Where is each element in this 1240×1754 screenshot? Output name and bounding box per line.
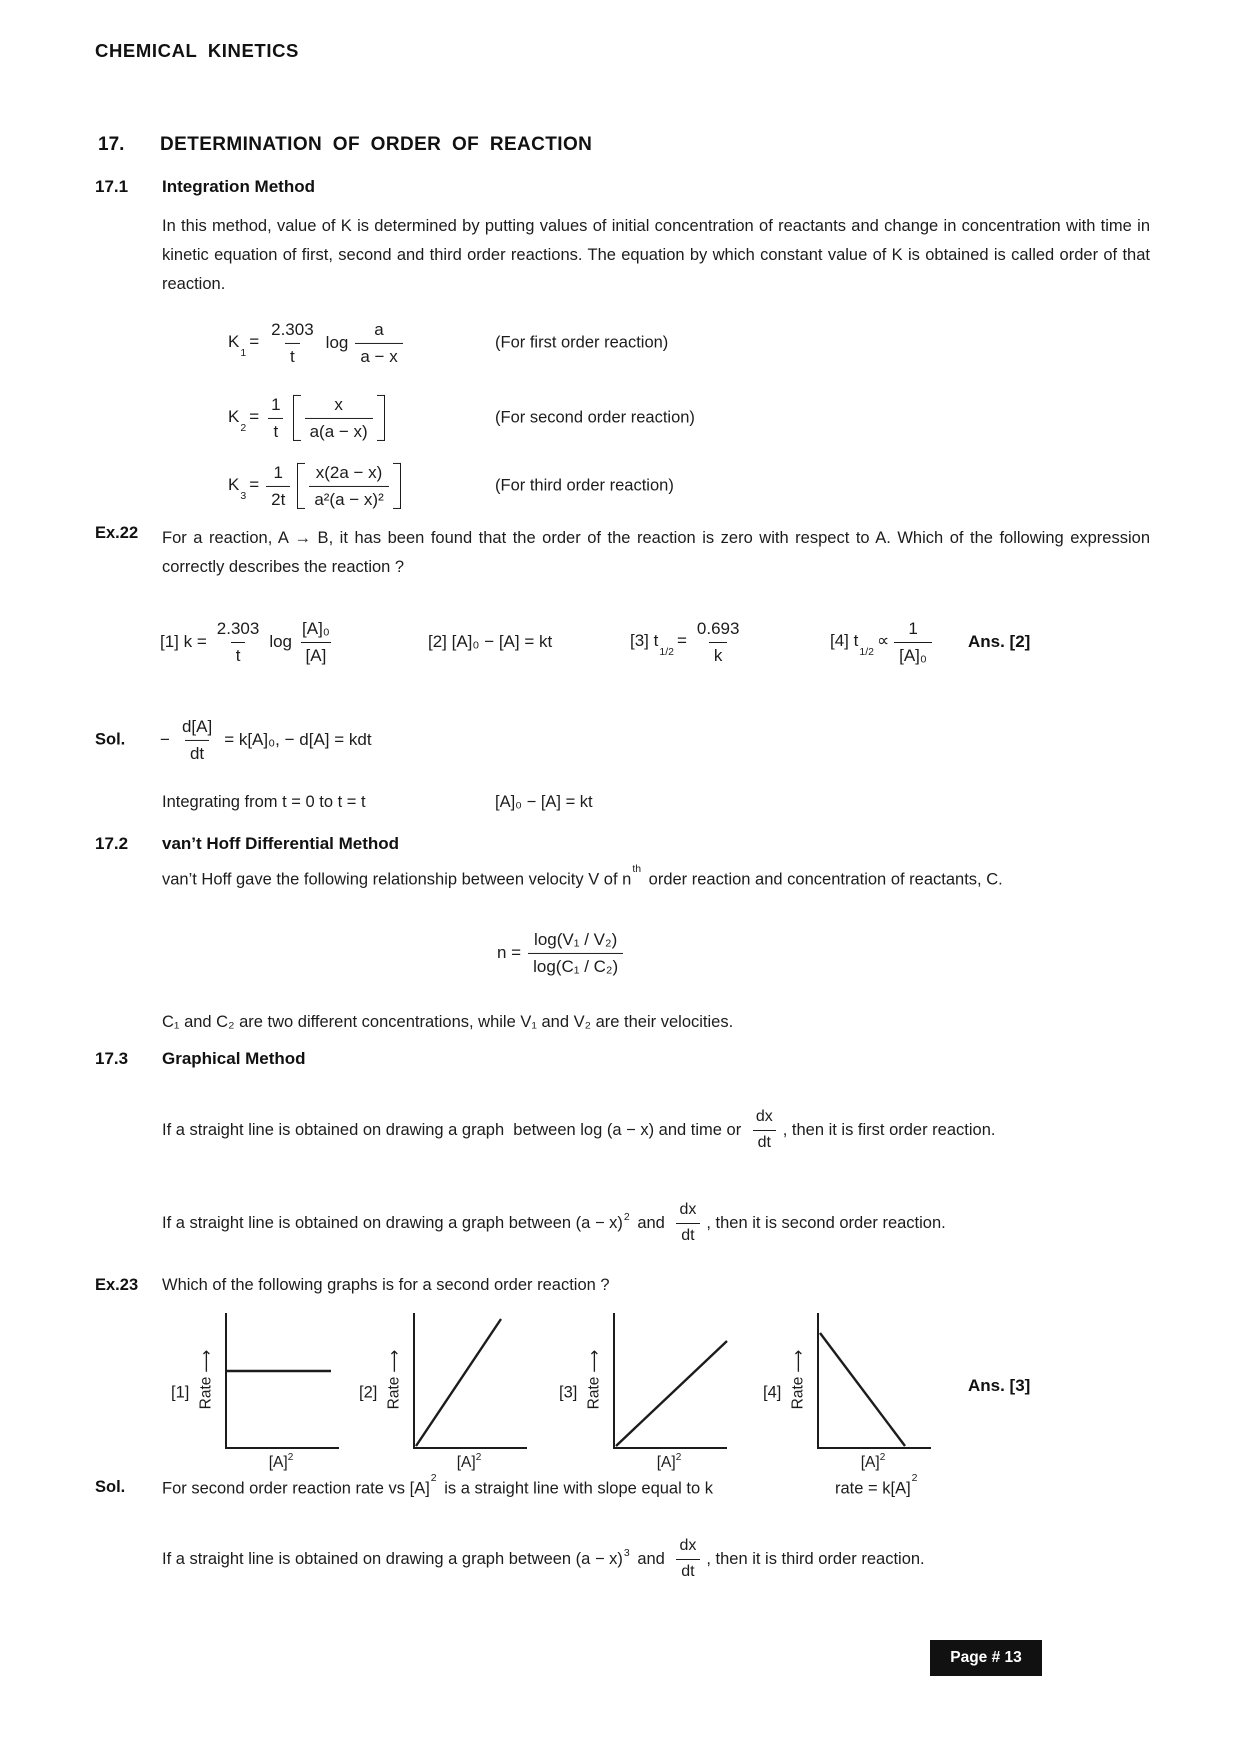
x-axis-label: $[A]^2$ bbox=[456, 1452, 482, 1472]
up-arrow-icon: ⟶ bbox=[790, 1350, 807, 1373]
fraction: $\frac{1}{t}$ bbox=[266, 395, 285, 441]
graph-plot bbox=[385, 1313, 527, 1449]
subsection-title: Integration Method bbox=[162, 177, 315, 196]
fraction: $\frac{2.303}{t}$ bbox=[271, 319, 314, 366]
second-order-graph-sentence: If a straight line is obtained on drawing a graph between (a − x) $^2$ and $\frac{dx}{dt}$ , then it is second order reaction. bbox=[162, 1201, 946, 1244]
subsection-number: 17.1 bbox=[95, 177, 129, 196]
equals-sign: = bbox=[249, 406, 260, 426]
integration-result: [A]₀ − [A] = kt bbox=[495, 793, 593, 811]
vant-hoff-paragraph: van’t Hoff gave the following relationship between velocity V of $n^{th}$ order reaction and concentration of reactants, C. bbox=[162, 863, 1003, 889]
third-order-graph-sentence: If a straight line is obtained on drawing a graph between (a − x) $^3$ and $\frac{dx}{dt}$ , then it is third order reaction. bbox=[162, 1537, 925, 1580]
example-22-solution bbox=[0, 706, 1240, 774]
fraction: $\frac{0.693}{k}$ bbox=[696, 618, 740, 665]
dx-dt-fraction: $\frac{dx}{dt}$ bbox=[674, 1201, 701, 1245]
right-bracket bbox=[377, 395, 385, 441]
eq-lhs bbox=[228, 331, 260, 360]
left-bracket bbox=[293, 395, 301, 441]
graph-line-svg bbox=[415, 1313, 527, 1447]
superscript-2: 2 bbox=[623, 1211, 630, 1223]
concentrations-note: C₁ and C₂ are two different concentrations, while V₁ and V₂ are their velocities. bbox=[162, 1013, 734, 1031]
graph-option-3 bbox=[559, 1313, 725, 1472]
y-axis-label: Rate ⟶ bbox=[789, 1350, 807, 1410]
graph-line-svg bbox=[227, 1313, 339, 1447]
integration-method-paragraph: In this method, value of K is determined by putting values of initial concentration of reactants and change in concentration with time in kinetic equation of first, second and third order reactions. The equation by which constant value of K is obtained is called order of that reaction. bbox=[162, 217, 1150, 293]
graph-option-label: [4] bbox=[763, 1383, 782, 1402]
data-line bbox=[820, 1333, 905, 1446]
answer-badge: Ans. [2] bbox=[968, 632, 1031, 651]
rate-equation: rate = $k[A]^2$ bbox=[835, 1472, 918, 1498]
eq-lhs bbox=[228, 406, 260, 435]
answer-badge: Ans. [3] bbox=[968, 1376, 1031, 1395]
solution-label: Sol. bbox=[95, 730, 126, 749]
graph-option-4 bbox=[763, 1313, 929, 1472]
up-arrow-icon: ⟶ bbox=[198, 1350, 215, 1373]
example-question: Which of the following graphs is for a second order reaction ? bbox=[162, 1276, 610, 1294]
vant-hoff-equation bbox=[0, 921, 1240, 985]
option-4 bbox=[830, 604, 932, 680]
fraction: $\frac{x}{a(a - x)}$ bbox=[305, 395, 373, 441]
equation-note: (For third order reaction) bbox=[495, 476, 674, 495]
y-axis-label: Rate ⟶ bbox=[197, 1350, 215, 1410]
x-axis-label: $[A]^2$ bbox=[268, 1452, 294, 1472]
eq-symbol-sub: 3 bbox=[240, 490, 247, 503]
page-number-footer: Page # 13 bbox=[930, 1640, 1042, 1676]
log-operator: log bbox=[269, 632, 293, 651]
graph-plot bbox=[197, 1313, 339, 1449]
subsection-title: van’t Hoff Differential Method bbox=[162, 834, 400, 853]
graph-option-2 bbox=[359, 1313, 525, 1472]
fraction: $\frac{x(2a - x)}{\text{a²(a − x)²}}$ bbox=[309, 463, 388, 509]
dx-dt-fraction: $\frac{dx}{dt}$ bbox=[751, 1108, 778, 1152]
option-tag: [4] $t_{1/2}\propto$ bbox=[830, 630, 890, 659]
section-title: DETERMINATION OF ORDER OF REACTION bbox=[160, 134, 593, 155]
equals-sign: = bbox=[249, 331, 260, 351]
section-number: 17. bbox=[98, 134, 125, 155]
equation-third-order bbox=[0, 447, 1240, 525]
fraction: $\frac{\text{[A]₀}}{[A]}$ bbox=[302, 618, 330, 665]
option-2: [2] [A]₀ − [A] = kt bbox=[428, 632, 553, 651]
subsection-title: Graphical Method bbox=[162, 1049, 306, 1068]
first-order-graph-sentence: If a straight line is obtained on drawing a graph between log (a − x) and time or $\frac{dx}{dt}$ , then it is first order reaction. bbox=[162, 1108, 996, 1151]
subsection-number: 17.3 bbox=[95, 1049, 129, 1068]
minus-sign: − bbox=[160, 730, 170, 749]
y-axis-label: Rate ⟶ bbox=[385, 1350, 403, 1410]
eq-symbol: K bbox=[228, 406, 240, 426]
graph-option-1 bbox=[171, 1313, 337, 1472]
fraction: $\frac{d[A]}{dt}$ bbox=[181, 716, 213, 763]
graph-plot bbox=[585, 1313, 727, 1449]
superscript-3: 3 bbox=[623, 1547, 630, 1559]
graph-line-svg bbox=[615, 1313, 727, 1447]
data-line bbox=[416, 1319, 501, 1446]
example-22-options bbox=[0, 604, 1240, 680]
graph-option-label: [3] bbox=[559, 1383, 578, 1402]
eq-lhs: n = bbox=[497, 943, 522, 962]
equation-second-order bbox=[0, 381, 1240, 455]
up-arrow-icon: ⟶ bbox=[586, 1350, 603, 1373]
equation-first-order bbox=[0, 311, 1240, 375]
solution-text: For second order reaction rate vs $[A]^2$ is a straight line with slope equal to k bbox=[162, 1472, 713, 1498]
equation-note: (For first order reaction) bbox=[495, 333, 669, 352]
example-label: Ex.23 bbox=[95, 1276, 139, 1294]
solution-label: Sol. bbox=[95, 1478, 126, 1496]
eq-symbol-sub: 1 bbox=[240, 347, 247, 360]
x-axis-label: $[A]^2$ bbox=[656, 1452, 682, 1472]
option-1 bbox=[160, 604, 335, 680]
fraction: $\frac{\text{log(V₁ / V₂)}}{\text{log(C₁ / C₂)}}$ bbox=[528, 930, 623, 976]
superscript-th: th bbox=[632, 863, 642, 875]
graph-option-label: [1] bbox=[171, 1383, 190, 1402]
example-label: Ex.22 bbox=[95, 524, 139, 542]
option-tag: [1] k = bbox=[160, 632, 207, 651]
fraction: $\frac{a}{a - x}$ bbox=[355, 320, 402, 366]
x-axis-label: $[A]^2$ bbox=[860, 1452, 886, 1472]
dx-dt-fraction: $\frac{dx}{dt}$ bbox=[674, 1537, 701, 1581]
solution-equation-rhs: = k[A]₀, − d[A] = kdt bbox=[224, 730, 372, 749]
y-axis-label: Rate ⟶ bbox=[585, 1350, 603, 1410]
fraction: $\frac{1}{\text{[A]₀}}$ bbox=[894, 619, 932, 665]
fraction: $\frac{1}{2t}$ bbox=[266, 463, 290, 509]
integration-text: Integrating from t = 0 to t = t bbox=[162, 793, 366, 811]
page-header-title: CHEMICAL KINETICS bbox=[95, 40, 299, 61]
eq-lhs bbox=[228, 474, 260, 503]
graph-line-svg bbox=[819, 1313, 931, 1447]
subsection-number: 17.2 bbox=[95, 834, 129, 853]
example-question: For a reaction, A → B, it has been found that the order of the reaction is zero with respect to A. Which of the following expression correctly describes the reaction ? bbox=[162, 529, 1150, 576]
bracketed-fraction bbox=[293, 395, 385, 441]
bracketed-fraction bbox=[297, 463, 400, 509]
log-operator: log bbox=[325, 333, 349, 352]
eq-symbol: K bbox=[228, 331, 240, 351]
data-line bbox=[616, 1341, 727, 1446]
eq-symbol: K bbox=[228, 474, 240, 494]
equals-sign: = bbox=[249, 474, 260, 494]
equation-note: (For second order reaction) bbox=[495, 408, 695, 427]
eq-symbol-sub: 2 bbox=[240, 422, 247, 435]
left-bracket bbox=[297, 463, 305, 509]
up-arrow-icon: ⟶ bbox=[386, 1350, 403, 1373]
right-bracket bbox=[393, 463, 401, 509]
fraction: $\frac{2.303}{t}$ bbox=[216, 618, 260, 665]
graph-plot bbox=[789, 1313, 931, 1449]
graph-option-label: [2] bbox=[359, 1383, 378, 1402]
option-3 bbox=[630, 604, 744, 680]
option-tag: [3] $t_{1/2}=$ bbox=[630, 630, 687, 659]
superscript-2: 2 bbox=[430, 1472, 437, 1484]
superscript-2: 2 bbox=[911, 1472, 918, 1484]
